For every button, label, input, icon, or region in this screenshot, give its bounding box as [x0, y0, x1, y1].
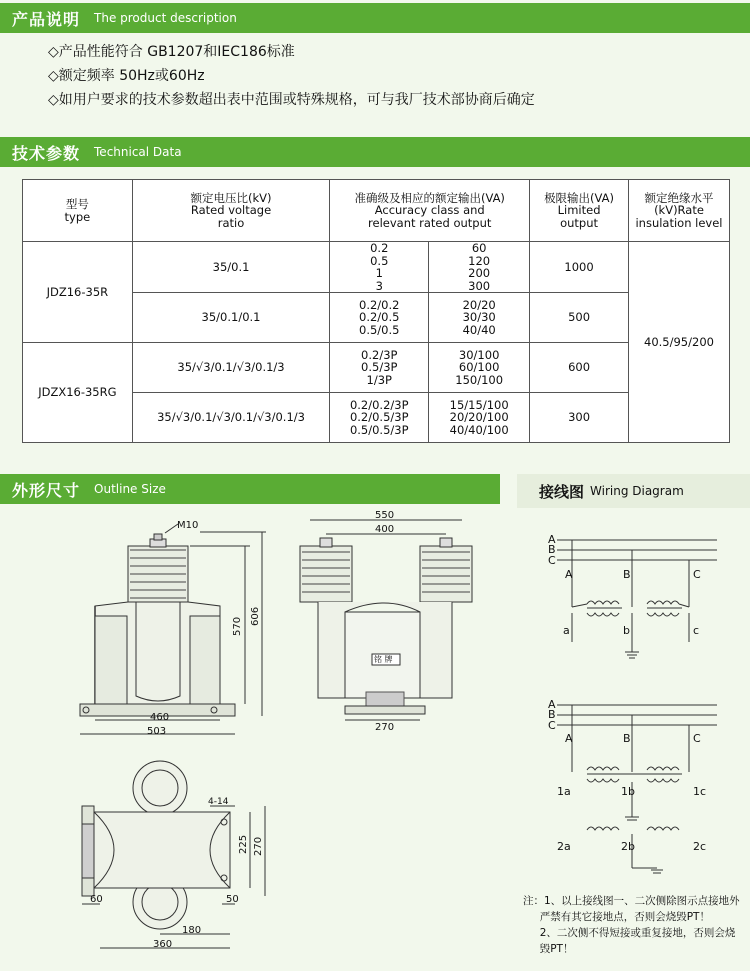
- secondary-b: b: [623, 624, 630, 637]
- dim-360: 360: [153, 939, 173, 950]
- header-accuracy: 准确级及相应的额定输出(VA) Accuracy class and relevant rated output: [330, 180, 530, 242]
- note-1: 注：1、以上接线图一、二次侧除图示点接地外 严禁有其它接地点，否则会烧毁PT！: [523, 895, 740, 923]
- outline-title-en: Outline Size: [94, 482, 166, 496]
- table-row: [23, 343, 730, 393]
- class-cell: 0.2 0.5 1 3: [330, 242, 429, 293]
- primary-a: A: [565, 568, 573, 581]
- primary2-a: A: [565, 732, 573, 745]
- class-cell: 0.2/3P 0.5/3P 1/3P: [330, 343, 429, 393]
- header-ratio: 额定电压比(kV) Rated voltage ratio: [132, 180, 330, 242]
- primary2-c: C: [693, 732, 701, 745]
- output-cell: 15/15/100 20/20/100 40/40/100: [429, 393, 530, 443]
- ratio-cell: 35/0.1: [132, 242, 330, 293]
- tech-title-zh: 技术参数: [12, 143, 81, 163]
- bus2-a: A: [548, 698, 556, 711]
- header-limit: 极限输出(VA) Limited output: [530, 180, 629, 242]
- wiring-title-en: Wiring Diagram: [590, 484, 684, 498]
- dim-m10: M10: [177, 520, 199, 531]
- dim-holes: 4-14: [208, 797, 229, 807]
- bus-a: A: [548, 533, 556, 546]
- product-bullets: [48, 40, 535, 112]
- output-cell: 30/100 60/100 150/100: [429, 343, 530, 393]
- secondary-a: a: [563, 624, 570, 637]
- dim-225: 225: [238, 834, 249, 854]
- header-type: 型号 type: [23, 180, 133, 242]
- tech-title-en: Technical Data: [94, 145, 182, 159]
- outline-title-zh: 外形尺寸: [12, 480, 81, 500]
- tech-table: [22, 179, 730, 443]
- dim-270-side: 270: [375, 722, 395, 733]
- bullet-standard: ◇产品性能符合 GB1207和IEC186标准: [48, 44, 295, 60]
- dim-50: 50: [226, 894, 239, 905]
- secondary-1b: 1b: [621, 785, 635, 798]
- bus2-b: B: [548, 708, 556, 721]
- product-section-header: [0, 3, 750, 33]
- ratio-cell: 35/√3/0.1/√3/0.1/√3/0.1/3: [132, 393, 330, 443]
- wiring-diagrams: [517, 512, 750, 892]
- dim-270-top: 270: [253, 836, 264, 856]
- bus2-c: C: [548, 719, 556, 732]
- secondary-2c: 2c: [693, 840, 707, 853]
- secondary-1a: 1a: [557, 785, 571, 798]
- limit-cell: 300: [530, 393, 629, 443]
- product-title-en: The product description: [94, 11, 237, 25]
- dim-606: 606: [250, 606, 261, 626]
- header-insulation: 额定绝缘水平 (kV)Rate insulation level: [629, 180, 730, 242]
- dim-180: 180: [182, 925, 202, 936]
- bus-b: B: [548, 543, 556, 556]
- output-cell: 20/20 30/30 40/40: [429, 293, 530, 343]
- product-title-zh: 产品说明: [12, 9, 81, 29]
- secondary-c: c: [693, 624, 700, 637]
- ratio-cell: 35/0.1/0.1: [132, 293, 330, 343]
- dim-570: 570: [232, 616, 243, 636]
- wiring-diagram-1: [557, 540, 717, 658]
- wiring-title-zh: 接线图: [539, 482, 585, 501]
- limit-cell: 600: [530, 343, 629, 393]
- outline-drawings: [0, 506, 510, 971]
- insulation-cell: 40.5/95/200: [629, 242, 730, 443]
- wiring-notes: [523, 893, 748, 957]
- outline-section-header: [0, 474, 500, 504]
- model-jdz16: JDZ16-35R: [23, 242, 133, 343]
- table-row: [23, 242, 730, 293]
- side-view: [300, 520, 472, 720]
- secondary-1c: 1c: [693, 785, 707, 798]
- limit-cell: 500: [530, 293, 629, 343]
- dim-400: 400: [375, 524, 395, 535]
- primary2-b: B: [623, 732, 631, 745]
- primary-b: B: [623, 568, 631, 581]
- limit-cell: 1000: [530, 242, 629, 293]
- class-cell: 0.2/0.2 0.2/0.5 0.5/0.5: [330, 293, 429, 343]
- ratio-cell: 35/√3/0.1/√3/0.1/3: [132, 343, 330, 393]
- note-2: 2、二次侧不得短接或重复接地，否则会烧 毁PT！: [539, 927, 736, 955]
- primary-c: C: [693, 568, 701, 581]
- dim-550: 550: [375, 510, 395, 521]
- output-cell: 60 120 200 300: [429, 242, 530, 293]
- bullet-custom: ◇如用户要求的技术参数超出表中范围或特殊规格，可与我厂技术部协商后确定: [48, 92, 535, 108]
- nameplate-label: 铭 牌: [374, 655, 393, 664]
- bullet-frequency: ◇额定频率 50Hz或60Hz: [48, 68, 205, 84]
- secondary-2a: 2a: [557, 840, 571, 853]
- secondary-2b: 2b: [621, 840, 635, 853]
- class-cell: 0.2/0.2/3P 0.2/0.5/3P 0.5/0.5/3P: [330, 393, 429, 443]
- dim-503: 503: [147, 726, 167, 737]
- model-jdzx16: JDZX16-35RG: [23, 343, 133, 443]
- tech-section-header: [0, 137, 750, 167]
- dim-460: 460: [150, 712, 170, 723]
- wiring-section-header: [517, 474, 750, 508]
- table-header-row: [23, 180, 730, 242]
- bus-c: C: [548, 554, 556, 567]
- dim-60: 60: [90, 894, 103, 905]
